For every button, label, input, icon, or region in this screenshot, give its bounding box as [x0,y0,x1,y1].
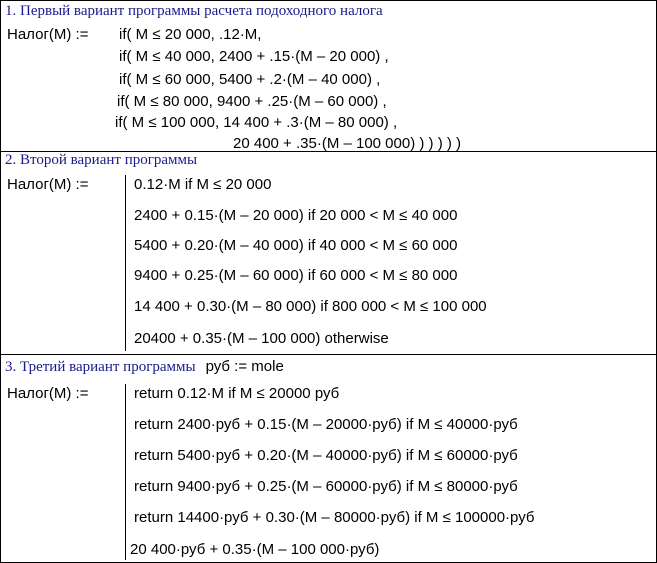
section-2-program-bar [125,175,126,351]
section-1-line-1: if( M ≤ 20 000, .12·M, [119,26,262,43]
section-3-title-row [5,358,284,376]
section-1-line-6: 20 400 + .35·(M – 100 000) ) ) ) ) ) [233,135,462,152]
section-1-line-3: if( M ≤ 60 000, 5400 + .2·(M – 40 000) , [119,71,381,88]
section-1-line-2: if( M ≤ 40 000, 2400 + .15·(M – 20 000) , [119,48,389,65]
section-2-line-5: 14 400 + 0.30·(M – 80 000) if 800 000 < M ≤ 100 000 [134,298,487,315]
section-2-line-4: 9400 + 0.25·(M – 60 000) if 60 000 < M ≤ 80 000 [134,267,458,284]
section-3-line-1: return 0.12·M if M ≤ 20000 руб [134,385,340,402]
section-2-line-3: 5400 + 0.20·(M – 40 000) if 40 000 < M ≤ 60 000 [134,237,458,254]
section-2-line-6: 20400 + 0.35·(M – 100 000) otherwise [134,330,389,347]
section-divider-2 [1,354,656,355]
section-1-title: 1. Первый вариант программы расчета подоходного налога [5,3,383,19]
section-3-line-2: return 2400·руб + 0.15·(M – 20000·руб) if M ≤ 40000·руб [134,416,518,433]
section-3-line-3: return 5400·руб + 0.20·(M – 40000·руб) if M ≤ 60000·руб [134,447,518,464]
section-1-line-4: if( M ≤ 80 000, 9400 + .25·(M – 60 000) , [117,93,387,110]
section-3-title: 3. Третий вариант программы [5,359,196,375]
section-3-line-6: 20 400·руб + 0.35·(M – 100 000·руб) [130,541,380,558]
section-3-line-4: return 9400·руб + 0.25·(M – 60000·руб) if M ≤ 80000·руб [134,478,518,495]
section-3-program-bar [125,384,126,560]
section-2-line-2: 2400 + 0.15·(M – 20 000) if 20 000 < M ≤ 40 000 [134,207,458,224]
section-2-definition: Налог(M) := [7,176,89,193]
section-2-title: 2. Второй вариант программы [5,152,198,168]
section-3-line-5: return 14400·руб + 0.30·(M – 80000·руб) if M ≤ 100000·руб [134,509,535,526]
section-3-definition: Налог(M) := [7,385,89,402]
section-1-line-5: if( M ≤ 100 000, 14 400 + .3·(M – 80 000) , [115,114,398,131]
section-2-line-1: 0.12·M if M ≤ 20 000 [134,176,272,193]
unit-definition: руб := mole [205,358,284,375]
section-1-definition: Налог(M) := [7,26,89,43]
